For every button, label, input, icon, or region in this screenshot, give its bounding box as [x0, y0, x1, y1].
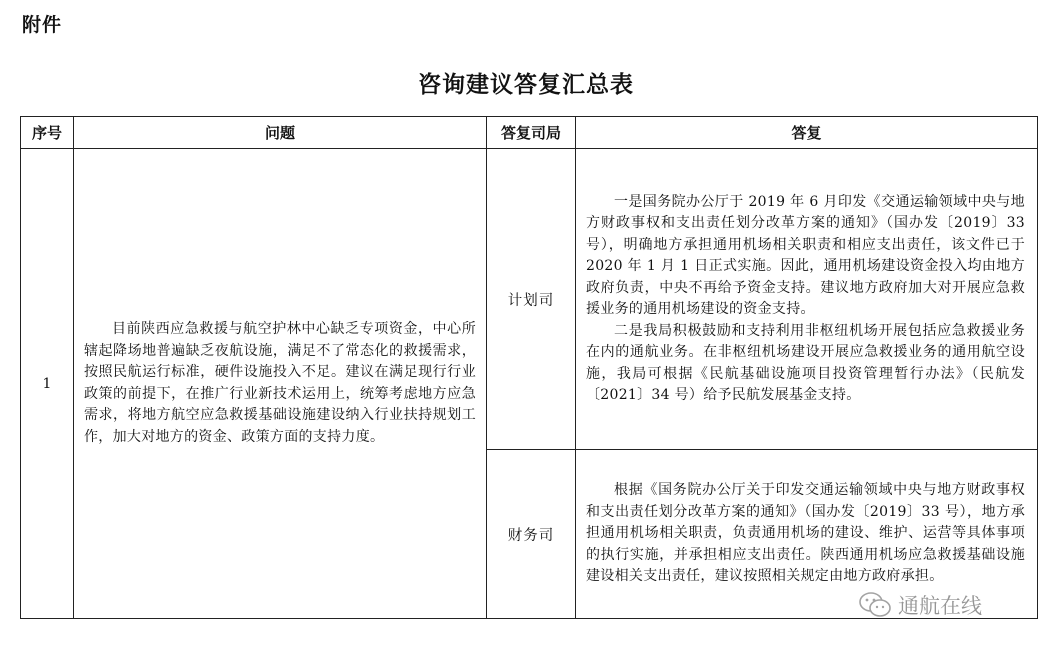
column-header-department: 答复司局: [487, 117, 576, 149]
reply-paragraph: 一是国务院办公厅于 2019 年 6 月印发《交通运输领域中央与地方财政事权和支出责任划分改革方案的通知》（国办发〔2019〕33 号），明确地方承担通用机场相关职责和相应支出责任，该文件已于 2020 年 1 月 1 日正式实施。因此，通用机场建设资金投入均由地方政府负责，中央不再给予资金支持。建议地方政府加大对开展应急救援业务的通用机场建设的资金支持。: [586, 193, 1025, 317]
department-cell-planning: 计划司: [487, 149, 576, 450]
row-seq-cell: 1: [21, 149, 74, 619]
summary-table: [20, 116, 1038, 619]
column-header-seq: 序号: [21, 117, 74, 149]
page-title: 咨询建议答复汇总表: [418, 72, 634, 98]
department-cell-finance: 财务司: [487, 450, 576, 619]
question-text: 目前陕西应急救援与航空护林中心缺乏专项资金，中心所辖起降场地普遍缺乏夜航设施，满足不了常态化的救援需求，按照民航运行标准，硬件设施投入不足。建议在满足现行行业政策的前提下，在推广行业新技术运用上，统筹考虑地方应急需求，将地方航空应急救援基础设施建设纳入行业扶持规划工作，加大对地方的资金、政策方面的支持力度。: [84, 321, 476, 445]
question-cell: [74, 149, 487, 619]
attachment-label: 附件: [22, 14, 63, 36]
table-header-row: [21, 117, 1038, 149]
reply-cell-planning: [576, 149, 1038, 450]
reply-paragraph: 二是我局积极鼓励和支持利用非枢纽机场开展包括应急救援业务在内的通航业务。在非枢纽机场建设开展应急救援业务的通用航空设施，我局可根据《民航基础设施项目投资管理暂行办法》（民航发〔2021〕34 号）给予民航发展基金支持。: [586, 322, 1025, 403]
wechat-icon: [858, 591, 892, 619]
watermark-text: 通航在线: [898, 594, 982, 618]
watermark: [858, 590, 982, 620]
column-header-question: 问题: [74, 117, 487, 149]
column-header-reply: 答复: [576, 117, 1038, 149]
table-row: [21, 149, 1038, 450]
reply-paragraph: 根据《国务院办公厅关于印发交通运输领域中央与地方财政事权和支出责任划分改革方案的通知》（国办发〔2019〕33 号），地方承担通用机场相关职责，负责通用机场的建设、维护、运营等具体事项的执行实施，并承担相应支出责任。陕西通用机场应急救援基础设施建设相关支出责任，建议按照相关规定由地方政府承担。: [586, 482, 1025, 585]
